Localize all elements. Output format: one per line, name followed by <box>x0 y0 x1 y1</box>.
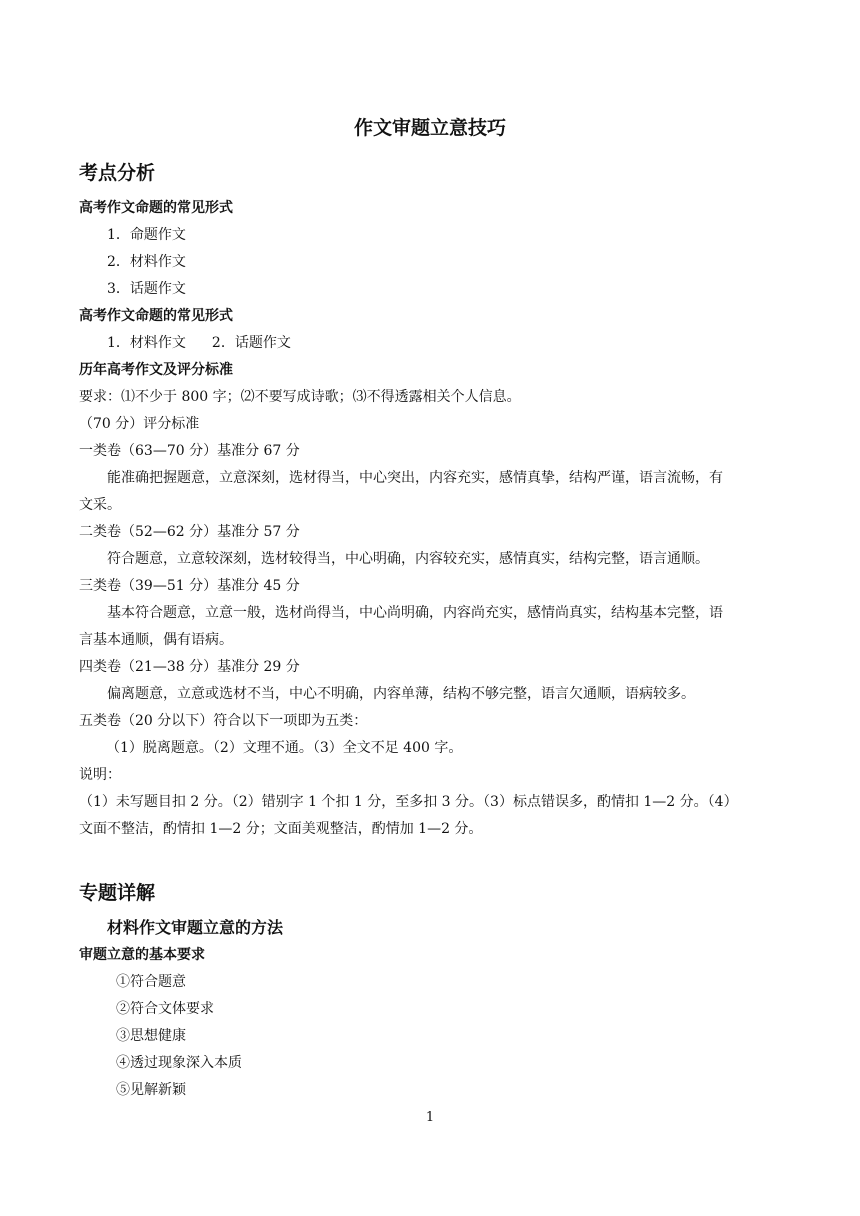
basic-req-heading: 审题立意的基本要求 <box>79 947 205 963</box>
form-item: 2．材料作文 <box>107 254 186 270</box>
page-number: 1 <box>425 1110 435 1125</box>
grade3-desc: 基本符合题意，立意一般，选材尚得当，中心尚明确，内容尚充实，感情尚真实，结构基本完整，语 <box>107 605 723 621</box>
form-item: 1．材料作文 <box>107 335 186 351</box>
basic-req-item: ①符合题意 <box>116 974 186 990</box>
notes-text-cont: 文面不整洁，酌情扣 1—2 分；文面美观整洁，酌情加 1—2 分。 <box>79 821 483 837</box>
grade2-desc: 符合题意，立意较深刻，选材较得当，中心明确，内容较充实，感情真实，结构完整，语言通顺。 <box>107 551 709 567</box>
document-title: 作文审题立意技巧 <box>353 117 506 139</box>
basic-req-item: ③思想健康 <box>116 1028 186 1044</box>
grade5-title: 五类卷（20 分以下）符合以下一项即为五类： <box>79 713 368 729</box>
grade3-desc-cont: 言基本通顺，偶有语病。 <box>79 632 233 648</box>
grade1-desc-cont: 文采。 <box>79 497 121 513</box>
notes-text: （1）未写题目扣 2 分。（2）错别字 1 个扣 1 分，至多扣 3 分。（3）标点错误多，酌情扣 1—2 分。（4） <box>79 794 738 810</box>
method-heading: 材料作文审题立意的方法 <box>107 918 284 937</box>
form-item: 1．命题作文 <box>107 227 186 243</box>
form-heading-2: 高考作文命题的常见形式 <box>79 308 233 324</box>
basic-req-item: ⑤见解新颖 <box>116 1082 186 1098</box>
grade1-title: 一类卷（63—70 分）基准分 67 分 <box>79 443 300 459</box>
basic-req-item: ④透过现象深入本质 <box>116 1055 242 1071</box>
section-heading-details: 专题详解 <box>79 882 156 904</box>
form-items-row <box>107 333 291 353</box>
form-heading-1: 高考作文命题的常见形式 <box>79 200 233 216</box>
notes-label: 说明： <box>79 767 121 783</box>
history-heading: 历年高考作文及评分标准 <box>79 362 233 378</box>
grade3-title: 三类卷（39—51 分）基准分 45 分 <box>79 578 300 594</box>
grade5-items: （1）脱离题意。（2）文理不通。（3）全文不足 400 字。 <box>106 740 463 756</box>
basic-req-item: ②符合文体要求 <box>116 1001 214 1017</box>
form-item: 2．话题作文 <box>211 335 291 351</box>
criteria-heading: （70 分）评分标准 <box>79 416 200 432</box>
grade1-desc: 能准确把握题意，立意深刻，选材得当，中心突出，内容充实，感情真挚，结构严谨，语言流畅，有 <box>107 470 723 486</box>
grade4-desc: 偏离题意，立意或选材不当，中心不明确，内容单薄，结构不够完整，语言欠通顺，语病较多。 <box>107 686 695 702</box>
grade4-title: 四类卷（21—38 分）基准分 29 分 <box>79 659 300 675</box>
requirement-text: 要求：⑴不少于 800 字；⑵不要写成诗歌；⑶不得透露相关个人信息。 <box>79 389 521 405</box>
form-item: 3．话题作文 <box>107 281 186 297</box>
section-heading-analysis: 考点分析 <box>79 162 156 184</box>
grade2-title: 二类卷（52—62 分）基准分 57 分 <box>79 524 300 540</box>
